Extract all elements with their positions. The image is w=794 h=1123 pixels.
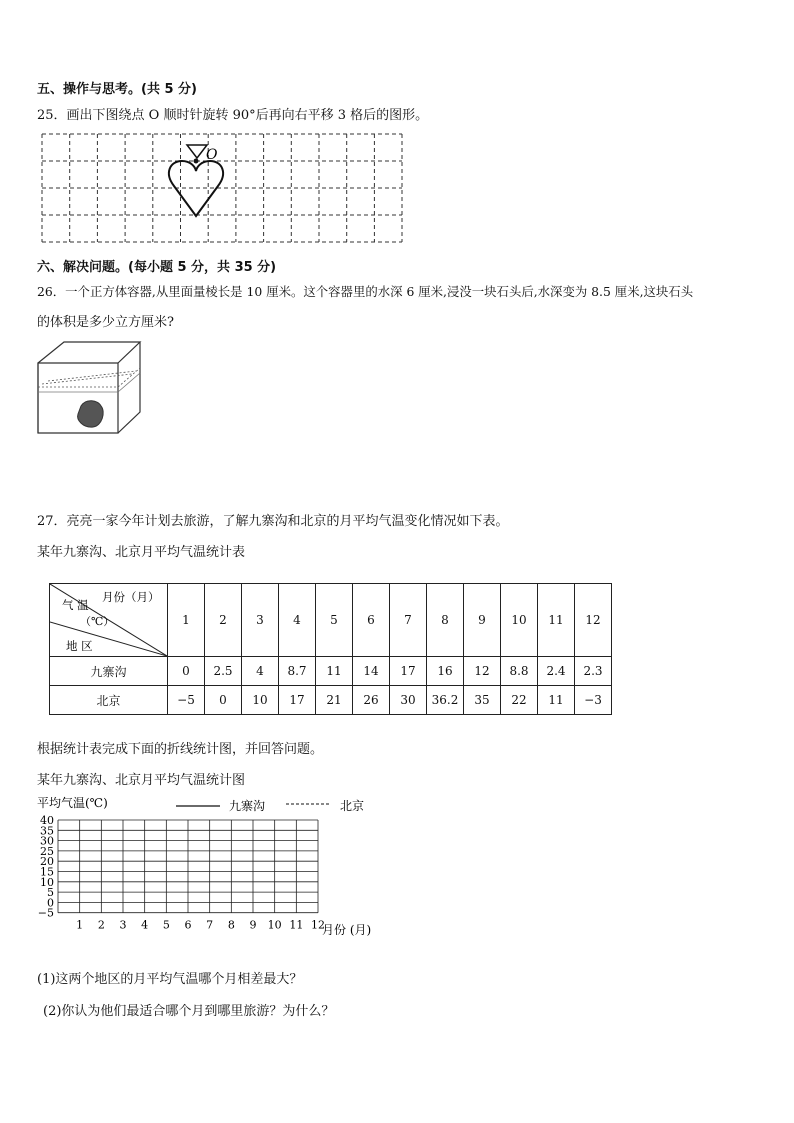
y-tick-label: −5 — [37, 906, 54, 920]
temperature-line-chart — [34, 792, 394, 962]
rotation-grid — [41, 133, 403, 243]
value-cell: 10 — [242, 686, 279, 715]
value-cell: 16 — [427, 657, 464, 686]
chart-instruction: 根据统计表完成下面的折线统计图，并回答问题。 — [37, 742, 324, 757]
x-tick-label: 9 — [249, 918, 257, 932]
header-month: 月份（月） — [102, 590, 160, 604]
chart-x-ticks — [76, 919, 325, 932]
x-tick-label: 12 — [311, 918, 325, 932]
y-tick-label: 5 — [47, 886, 54, 900]
month-cell: 7 — [390, 584, 427, 657]
value-cell: 11 — [316, 657, 353, 686]
x-tick-label: 3 — [119, 918, 127, 932]
x-tick-label: 10 — [267, 918, 282, 932]
section6-heading: 六、解决问题。(每小题 5 分，共 35 分) — [37, 260, 277, 275]
y-tick-label: 10 — [40, 875, 54, 889]
value-cell: 17 — [390, 657, 427, 686]
month-cell: 4 — [279, 584, 316, 657]
chart-title: 某年九寨沟、北京月平均气温统计图 — [37, 773, 246, 788]
question-26-line2: 的体积是多少立方厘米? — [37, 315, 174, 330]
header-unit: （℃） — [80, 615, 115, 628]
table-row — [50, 657, 612, 686]
y-tick-label: 25 — [40, 844, 54, 858]
corner-diagonal — [50, 584, 167, 656]
x-tick-label: 8 — [227, 918, 235, 932]
question-27: 27．亮亮一家今年计划去旅游，了解九寨沟和北京的月平均气温变化情况如下表。 — [37, 514, 509, 529]
value-cell: 26 — [353, 686, 390, 715]
y-tick-label: 0 — [47, 896, 54, 910]
value-cell: 8.7 — [279, 657, 316, 686]
dashed-grid — [42, 134, 402, 242]
y-tick-label: 35 — [40, 824, 54, 838]
value-cell: 8.8 — [501, 657, 538, 686]
value-cell: 2.4 — [538, 657, 575, 686]
x-tick-label: 2 — [97, 918, 105, 932]
section5-heading: 五、操作与思考。(共 5 分) — [37, 82, 197, 97]
table-header-corner — [50, 584, 168, 657]
value-cell: 2.3 — [575, 657, 612, 686]
chart-y-ticks — [38, 814, 54, 920]
value-cell: 0 — [205, 686, 242, 715]
x-tick-label: 6 — [184, 918, 192, 932]
month-cell: 12 — [575, 584, 612, 657]
y-tick-label: 15 — [40, 865, 54, 879]
x-tick-label: 4 — [141, 918, 149, 932]
value-cell: 22 — [501, 686, 538, 715]
chart-x-label: 月份 (月) — [322, 923, 372, 937]
region-cell: 九寨沟 — [50, 657, 168, 686]
value-cell: 30 — [390, 686, 427, 715]
legend-label-jiuzhaigou: 九寨沟 — [229, 799, 266, 813]
value-cell: 11 — [538, 686, 575, 715]
stone-shape — [78, 401, 104, 427]
rotation-point — [194, 159, 199, 164]
value-cell: 4 — [242, 657, 279, 686]
month-cell: 9 — [464, 584, 501, 657]
chart-grid — [58, 820, 318, 913]
chart-y-label: 平均气温(℃) — [37, 796, 108, 810]
value-cell: 35 — [464, 686, 501, 715]
value-cell: −3 — [575, 686, 612, 715]
table-title: 某年九寨沟、北京月平均气温统计表 — [37, 545, 246, 560]
month-cell: 2 — [205, 584, 242, 657]
value-cell: 2.5 — [205, 657, 242, 686]
x-tick-label: 1 — [76, 918, 84, 932]
month-cell: 3 — [242, 584, 279, 657]
value-cell: 0 — [168, 657, 205, 686]
question-27-2: (2)你认为他们最适合哪个月到哪里旅游？为什么？ — [43, 1004, 335, 1019]
value-cell: 14 — [353, 657, 390, 686]
x-tick-label: 11 — [289, 918, 304, 932]
question-27-1: (1)这两个地区的月平均气温哪个月相差最大？ — [37, 972, 303, 987]
month-cell: 5 — [316, 584, 353, 657]
x-tick-label: 7 — [206, 918, 214, 932]
y-tick-label: 20 — [40, 855, 54, 869]
month-cell: 10 — [501, 584, 538, 657]
question-25: 25．画出下图绕点 O 顺时针旋转 90°后再向右平移 3 格后的图形。 — [37, 108, 429, 123]
arrow-marker-icon — [187, 145, 207, 158]
point-label: O — [206, 147, 218, 163]
y-tick-label: 40 — [40, 814, 54, 827]
value-cell: 17 — [279, 686, 316, 715]
x-tick-label: 5 — [162, 918, 170, 932]
header-temp: 气 温 — [62, 598, 89, 612]
header-region: 地 区 — [66, 639, 93, 653]
month-cell: 11 — [538, 584, 575, 657]
legend-label-beijing: 北京 — [340, 799, 365, 813]
month-cell: 6 — [353, 584, 390, 657]
temperature-table — [49, 583, 612, 715]
month-cell: 1 — [168, 584, 205, 657]
table-row — [50, 686, 612, 715]
value-cell: −5 — [168, 686, 205, 715]
value-cell: 36.2 — [427, 686, 464, 715]
month-cell: 8 — [427, 584, 464, 657]
region-cell: 北京 — [50, 686, 168, 715]
value-cell: 12 — [464, 657, 501, 686]
cube-container-figure — [36, 338, 144, 436]
value-cell: 21 — [316, 686, 353, 715]
y-tick-label: 30 — [40, 834, 54, 848]
question-26-line1: 26．一个正方体容器,从里面量棱长是 10 厘米。这个容器里的水深 6 厘米,浸没一块石头后,水深变为 8.5 厘米,这块石头 — [37, 284, 694, 299]
